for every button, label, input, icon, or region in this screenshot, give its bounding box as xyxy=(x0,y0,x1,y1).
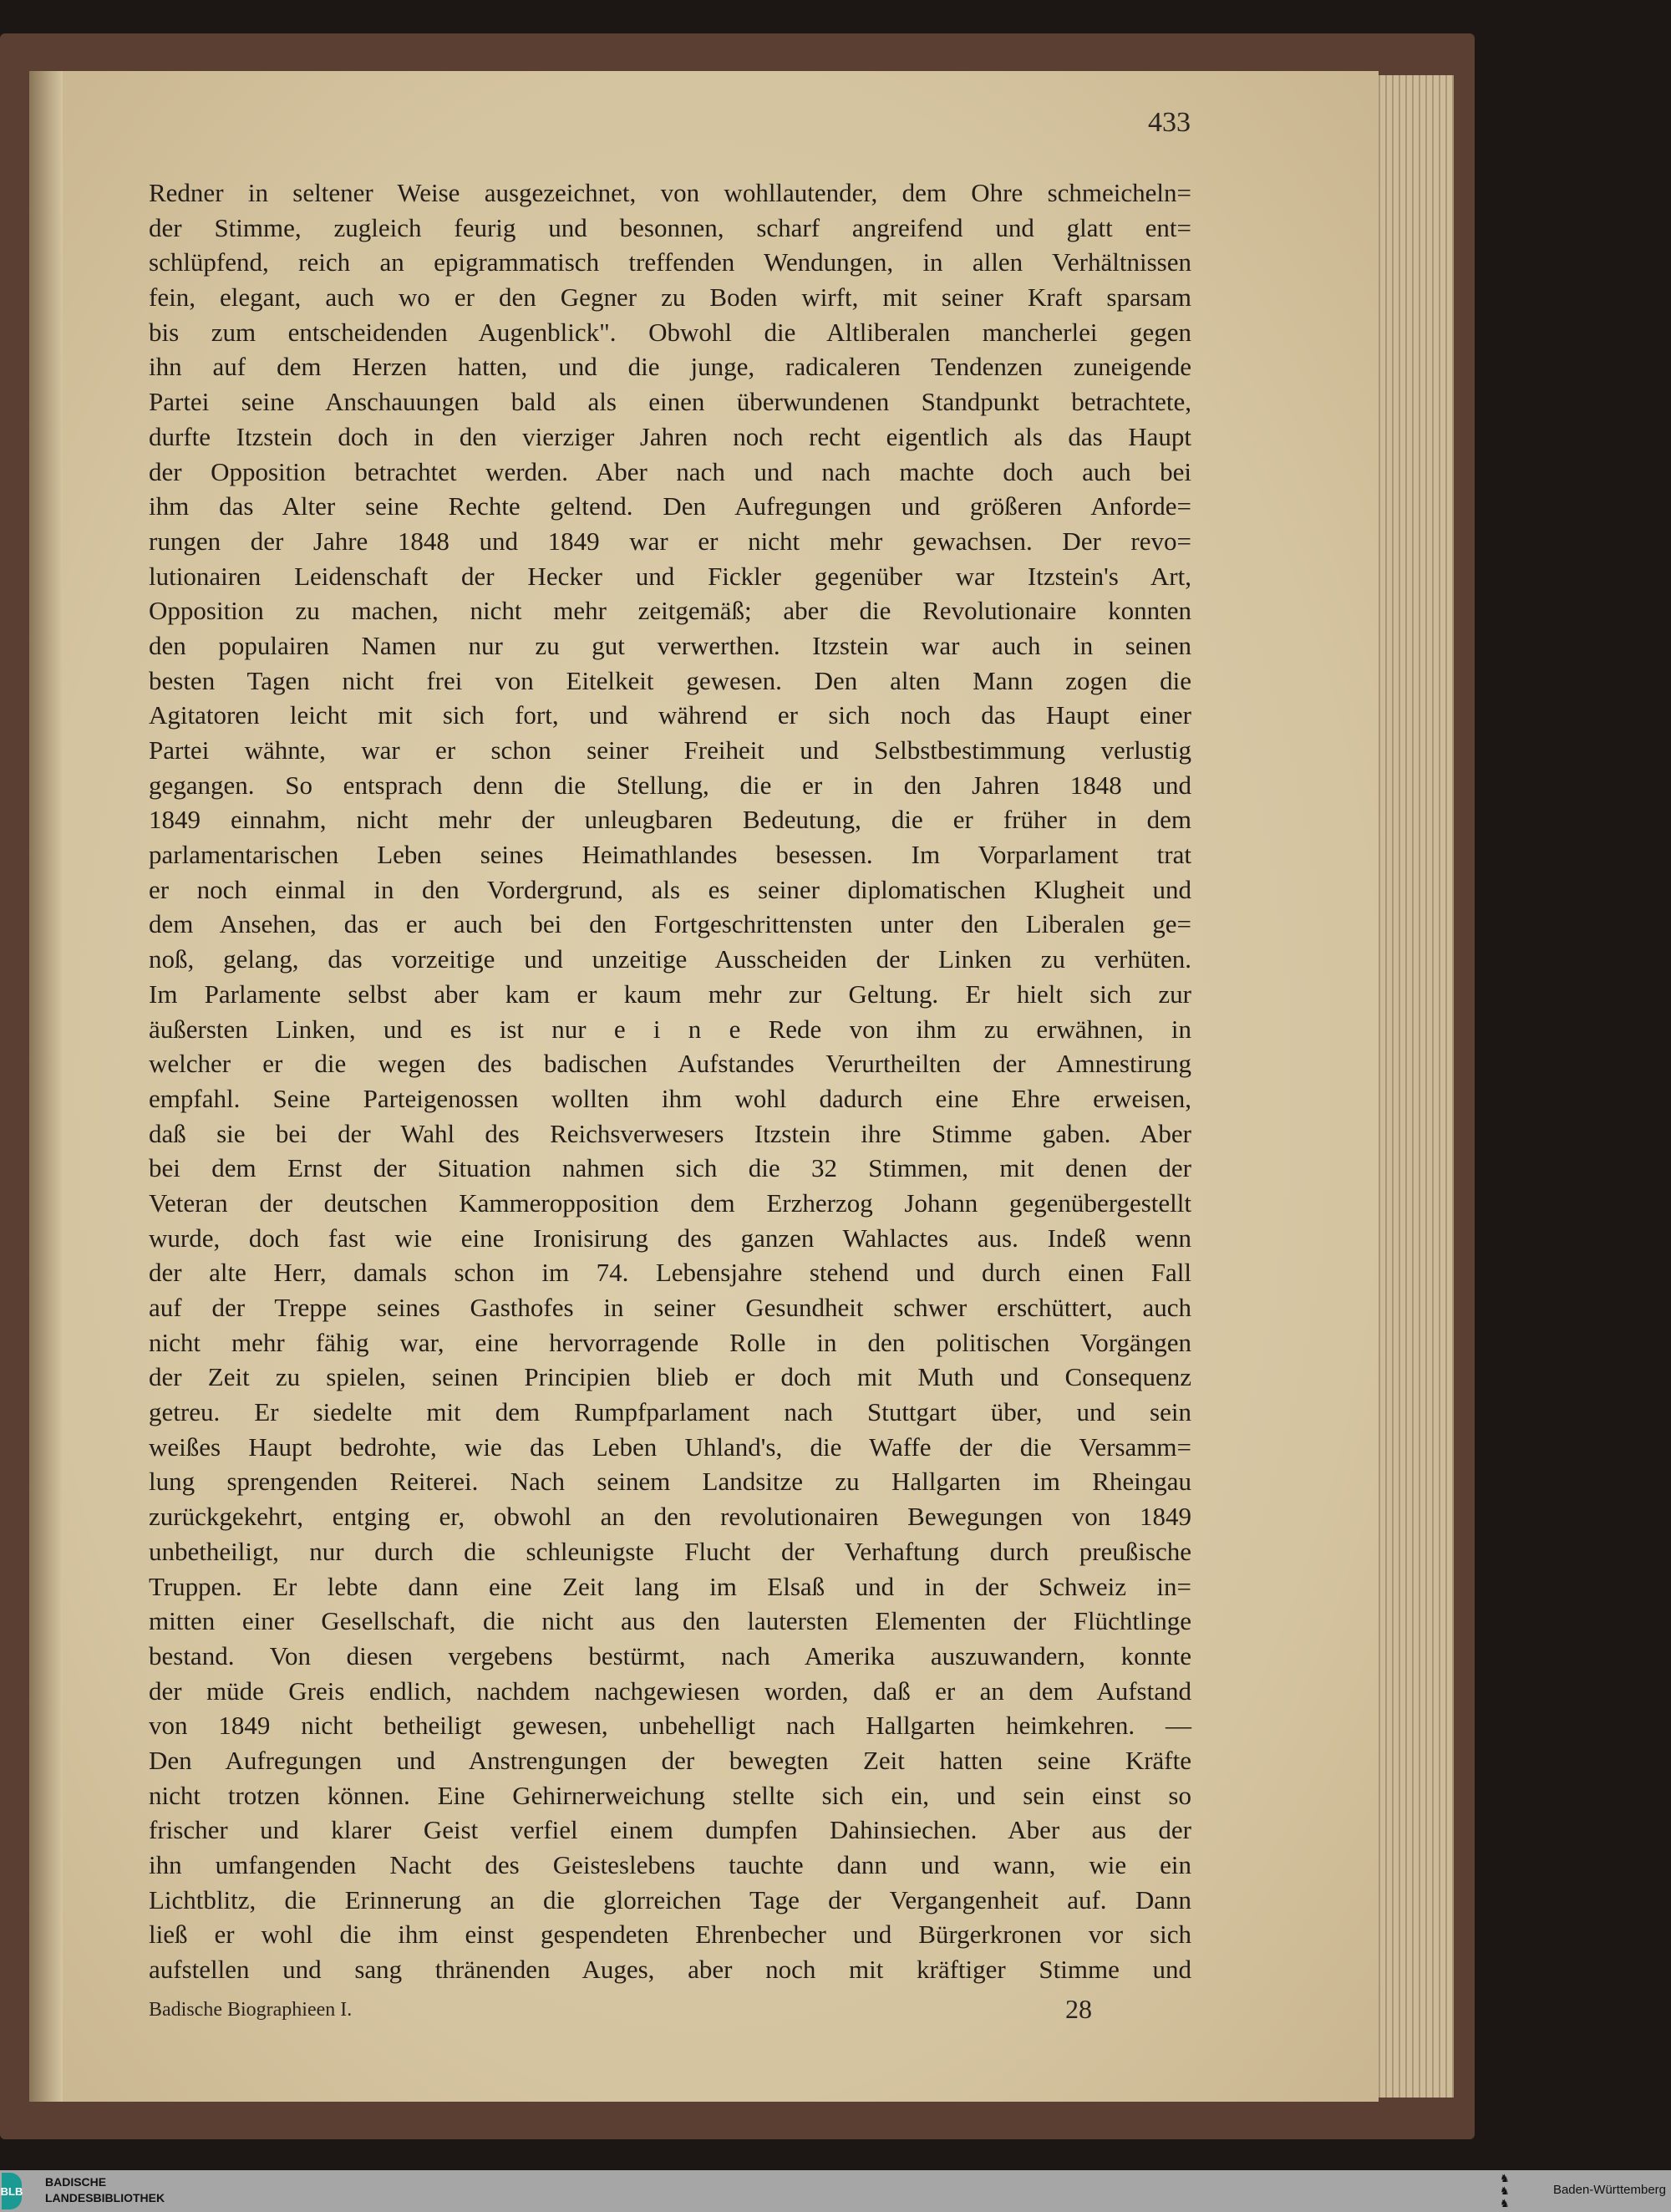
text-line: noß, gelang, das vorzeitige und unzeitige Ausscheiden der Linken zu verhüten. xyxy=(149,944,1191,974)
text-line: parlamentarischen Leben seines Heimathlandes besessen. Im Vorparlament trat xyxy=(149,840,1191,870)
text-line: mitten einer Gesellschaft, die nicht aus den lautersten Elementen der Flüchtlinge xyxy=(149,1606,1191,1636)
text-line: dem Ansehen, das er auch bei den Fortgeschrittensten unter den Liberalen ge= xyxy=(149,909,1191,939)
text-line: 1849 einnahm, nicht mehr der unleugbaren Bedeutung, die er früher in dem xyxy=(149,805,1191,835)
library-name[interactable] xyxy=(45,2174,165,2206)
text-line: Partei seine Anschauungen bald als einen überwundenen Standpunkt betrachtete, xyxy=(149,387,1191,417)
text-line: Partei wähnte, war er schon seiner Freiheit und Selbstbestimmung verlustig xyxy=(149,735,1191,765)
state-lion-icon: ♞ ♞ ♞ xyxy=(1500,2172,1510,2209)
page-number: 433 xyxy=(1148,107,1191,138)
viewer-footer xyxy=(0,2170,1671,2212)
text-line: besten Tagen nicht frei von Eitelkeit gewesen. Den alten Mann zogen die xyxy=(149,665,1191,695)
text-line: Im Parlamente selbst aber kam er kaum mehr zur Geltung. Er hielt sich zur xyxy=(149,979,1191,1009)
library-name-line1: BADISCHE xyxy=(45,2175,107,2189)
printer-signature: Badische Biographieen I. xyxy=(149,1999,353,2021)
sheet-number: 28 xyxy=(1065,1994,1092,2024)
text-line: Lichtblitz, die Erinnerung an die glorreichen Tage der Vergangenheit auf. Dann xyxy=(149,1884,1191,1915)
text-line: unbetheiligt, nur durch die schleunigste Flucht der Verhaftung durch preußische xyxy=(149,1536,1191,1566)
text-line: bei dem Ernst der Situation nahmen sich die 32 Stimmen, mit denen der xyxy=(149,1153,1191,1183)
text-line: empfahl. Seine Parteigenossen wollten ihm wohl dadurch eine Ehre erweisen, xyxy=(149,1083,1191,1113)
body-text xyxy=(149,175,1191,1987)
state-logo-text[interactable]: Baden-Württemberg xyxy=(1552,2183,1666,2197)
text-line: nicht mehr fähig war, eine hervorragende Rolle in den politischen Vorgängen xyxy=(149,1327,1191,1357)
text-line: der Stimme, zugleich feurig und besonnen, scharf angreifend und glatt ent= xyxy=(149,212,1191,242)
text-line: schlüpfend, reich an epigrammatisch treffenden Wendungen, in allen Verhältnissen xyxy=(149,247,1191,277)
text-line: wurde, doch fast wie eine Ironisirung des ganzen Wahlactes aus. Indeß wenn xyxy=(149,1223,1191,1253)
text-line: Den Aufregungen und Anstrengungen der bewegten Zeit hatten seine Kräfte xyxy=(149,1745,1191,1775)
text-line: den populairen Namen nur zu gut verwerthen. Itzstein war auch in seinen xyxy=(149,630,1191,660)
text-line: ließ er wohl die ihm einst gespendeten Ehrenbecher und Bürgerkronen vor sich xyxy=(149,1920,1191,1950)
text-line: Opposition zu machen, nicht mehr zeitgemäß; aber die Revolutionaire konnten xyxy=(149,596,1191,626)
text-line: Truppen. Er lebte dann eine Zeit lang im Elsaß und in der Schweiz in= xyxy=(149,1571,1191,1601)
text-line: getreu. Er siedelte mit dem Rumpfparlament nach Stuttgart über, und sein xyxy=(149,1397,1191,1427)
text-line: Veteran der deutschen Kammeropposition dem Erzherzog Johann gegenübergestellt xyxy=(149,1187,1191,1218)
text-line: durfte Itzstein doch in den vierziger Jahren noch recht eigentlich als das Haupt xyxy=(149,421,1191,451)
text-line: er noch einmal in den Vordergrund, als es seiner diplomatischen Klugheit und xyxy=(149,874,1191,904)
text-line: Redner in seltener Weise ausgezeichnet, von wohllautender, dem Ohre schmeicheln= xyxy=(149,178,1191,207)
text-line: lutionairen Leidenschaft der Hecker und Fickler gegenüber war Itzstein's Art, xyxy=(149,561,1191,591)
text-line: fein, elegant, auch wo er den Gegner zu Boden wirft, mit seiner Kraft sparsam xyxy=(149,282,1191,313)
text-line: bis zum entscheidenden Augenblick". Obwohl die Altliberalen mancherlei gegen xyxy=(149,317,1191,347)
text-line: welcher er die wegen des badischen Aufstandes Verurtheilten der Amnestirung xyxy=(149,1049,1191,1079)
text-line: bestand. Von diesen vergebens bestürmt, nach Amerika auszuwandern, konnte xyxy=(149,1640,1191,1670)
library-name-line2: LANDESBIBLIOTHEK xyxy=(45,2191,165,2204)
text-line: der Opposition betrachtet werden. Aber nach und nach machte doch auch bei xyxy=(149,456,1191,486)
text-line: rungen der Jahre 1848 und 1849 war er nicht mehr gewachsen. Der revo= xyxy=(149,526,1191,556)
text-line: weißes Haupt bedrohte, wie das Leben Uhland's, die Waffe der die Versamm= xyxy=(149,1431,1191,1462)
text-line: lung sprengenden Reiterei. Nach seinem Landsitze zu Hallgarten im Rheingau xyxy=(149,1467,1191,1497)
text-line: ihn umfangenden Nacht des Geisteslebens tauchte dann und wann, wie ein xyxy=(149,1850,1191,1879)
blb-logo-icon[interactable]: BLB xyxy=(2,2173,22,2209)
spine-shadow xyxy=(29,71,63,2102)
text-line: zurückgekehrt, entging er, obwohl an den revolutionairen Bewegungen von 1849 xyxy=(149,1502,1191,1532)
text-line: äußersten Linken, und es ist nur e i n e Rede von ihm zu erwähnen, in xyxy=(149,1014,1191,1044)
text-line: Agitatoren leicht mit sich fort, und während er sich noch das Haupt einer xyxy=(149,700,1191,730)
text-line: ihm das Alter seine Rechte geltend. Den Aufregungen und größeren Anforde= xyxy=(149,491,1191,521)
text-line: der Zeit zu spielen, seinen Principien blieb er doch mit Muth und Consequenz xyxy=(149,1362,1191,1392)
text-line: gegangen. So entsprach denn die Stellung, die er in den Jahren 1848 und xyxy=(149,770,1191,800)
text-line: nicht trotzen können. Eine Gehirnerweichung stellte sich ein, und sein einst so xyxy=(149,1780,1191,1810)
text-line: daß sie bei der Wahl des Reichsverwesers Itzstein ihre Stimme gaben. Aber xyxy=(149,1118,1191,1148)
text-line: auf der Treppe seines Gasthofes in seiner Gesundheit schwer erschüttert, auch xyxy=(149,1293,1191,1322)
text-line: aufstellen und sang thränenden Auges, aber noch mit kräftiger Stimme und xyxy=(149,1955,1191,1985)
text-line: frischer und klarer Geist verfiel einem dumpfen Dahinsiechen. Aber aus der xyxy=(149,1815,1191,1845)
text-line: von 1849 nicht betheiligt gewesen, unbehelligt nach Hallgarten heimkehren. — xyxy=(149,1711,1191,1741)
text-line: der alte Herr, damals schon im 74. Lebensjahre stehend und durch einen Fall xyxy=(149,1258,1191,1288)
text-line: der müde Greis endlich, nachdem nachgewiesen worden, daß er an dem Aufstand xyxy=(149,1676,1191,1706)
text-line: ihn auf dem Herzen hatten, und die junge, radicaleren Tendenzen zuneigende xyxy=(149,352,1191,382)
